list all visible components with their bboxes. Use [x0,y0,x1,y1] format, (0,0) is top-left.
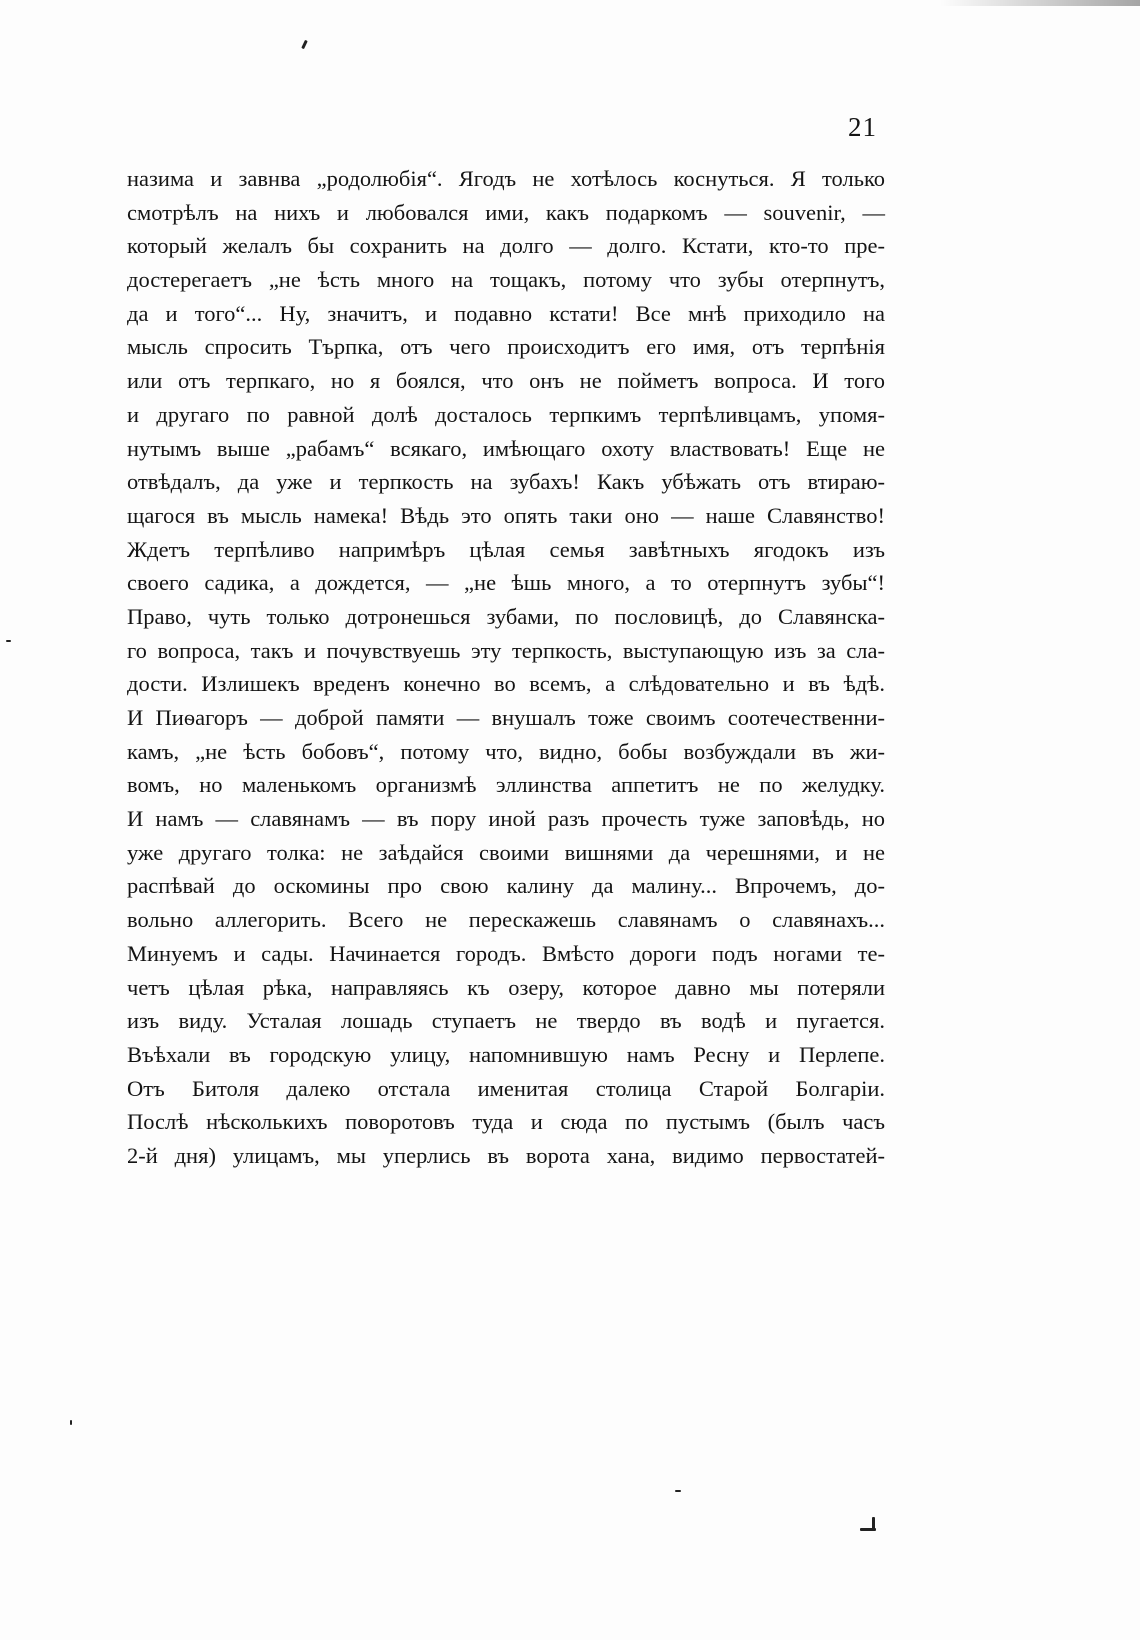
text-line: го вопроса, такъ и почувствуешь эту терпкость, выступающую изъ за сла- [127,637,885,663]
text-line: Въѣхали въ городскую улицу, напомнившую намъ Ресну и Перлепе. [127,1041,885,1067]
scan-speck [675,1490,681,1492]
body-text [127,162,885,1173]
text-line: и другаго по равной долѣ досталось терпкимъ терпѣливцамъ, упомя- [127,401,885,427]
text-line: да и того“... Ну, значитъ, и подавно кстати! Все мнѣ приходило на [127,300,885,326]
scan-speck [872,1517,875,1529]
text-line: вомъ, но маленькомъ организмѣ эллинства аппетитъ не по желудку. [127,772,885,798]
text-line: Отъ Битоля далеко отстала именитая столица Старой Болгаріи. [127,1075,885,1101]
text-line: назима и завнва „родолюбія“. Ягодъ не хотѣлось коснуться. Я только [127,166,885,191]
text-line: нутымъ выше „рабамъ“ всякаго, имѣющаго охоту властвовать! Еще не [127,435,885,461]
text-line: И намъ — славянамъ — въ пору иной разъ прочесть туже заповѣдь, но [127,806,885,832]
text-line: Послѣ нѣсколькихъ поворотовъ туда и сюда по пустымъ (былъ часъ [127,1109,885,1135]
text-line: достерегаетъ „не ѣсть много на тощакъ, потому что зубы отерпнутъ, [127,267,885,293]
text-line: который желалъ бы сохранить на долго — долго. Кстати, кто-то пре- [127,233,885,259]
text-line: вольно аллегорить. Всего не перескажешь славянамъ о славянахъ... [127,907,885,933]
text-line: мысль спросить Търпка, отъ чего происходитъ его имя, отъ терпѣнія [127,334,885,360]
text-line: уже другаго толка: не заѣдайся своими вишнями да черешнями, и не [127,839,885,865]
text-line: Право, чуть только дотронешься зубами, по пословицѣ, до Славянска- [127,603,885,629]
text-line: отвѣдалъ, да уже и терпкость на зубахъ! Какъ убѣжать отъ втираю- [127,469,885,495]
page-number: 21 [848,112,877,142]
text-line: своего садика, а дождется, — „не ѣшь много, а то отерпнутъ зубы“! [127,570,885,596]
text-line: Минуемъ и сады. Начинается городъ. Вмѣсто дороги подъ ногами те- [127,940,885,966]
text-line: И Пиѳагоръ — доброй памяти — внушалъ тоже своимъ соотечественни- [127,705,885,730]
text-line: распѣвай до оскомины про свою калину да малину... Впрочемъ, до- [127,873,885,899]
text-line: или отъ терпкаго, но я боялся, что онъ не пойметъ вопроса. И того [127,368,885,394]
text-line: изъ виду. Усталая лошадь ступаетъ не твердо въ водѣ и пугается. [127,1008,885,1034]
text-line: смотрѣлъ на нихъ и любовался ими, какъ подаркомъ — souvenir, — [127,199,885,225]
text-line: щагося въ мысль намека! Вѣдь это опять таки оно — наше Славянство! [127,502,885,528]
scan-speck [301,40,308,49]
text-line: четъ цѣлая рѣка, направляясь къ озеру, которое давно мы потеряли [127,974,885,1000]
scan-speck [70,1420,72,1425]
scan-speck [6,640,11,642]
text-line: камъ, „не ѣсть бобовъ“, потому что, видно, бобы возбуждали въ жи- [127,738,885,764]
scan-edge-mark [940,0,1140,6]
text-line: дости. Излишекъ вреденъ конечно во всемъ, а слѣдовательно и въ ѣдѣ. [127,671,885,697]
text-line: Ждетъ терпѣливо напримѣръ цѣлая семья завѣтныхъ ягодокъ изъ [127,536,885,562]
text-line: 2-й дня) улицамъ, мы уперлись въ ворота хана, видимо первостатей- [127,1142,885,1168]
